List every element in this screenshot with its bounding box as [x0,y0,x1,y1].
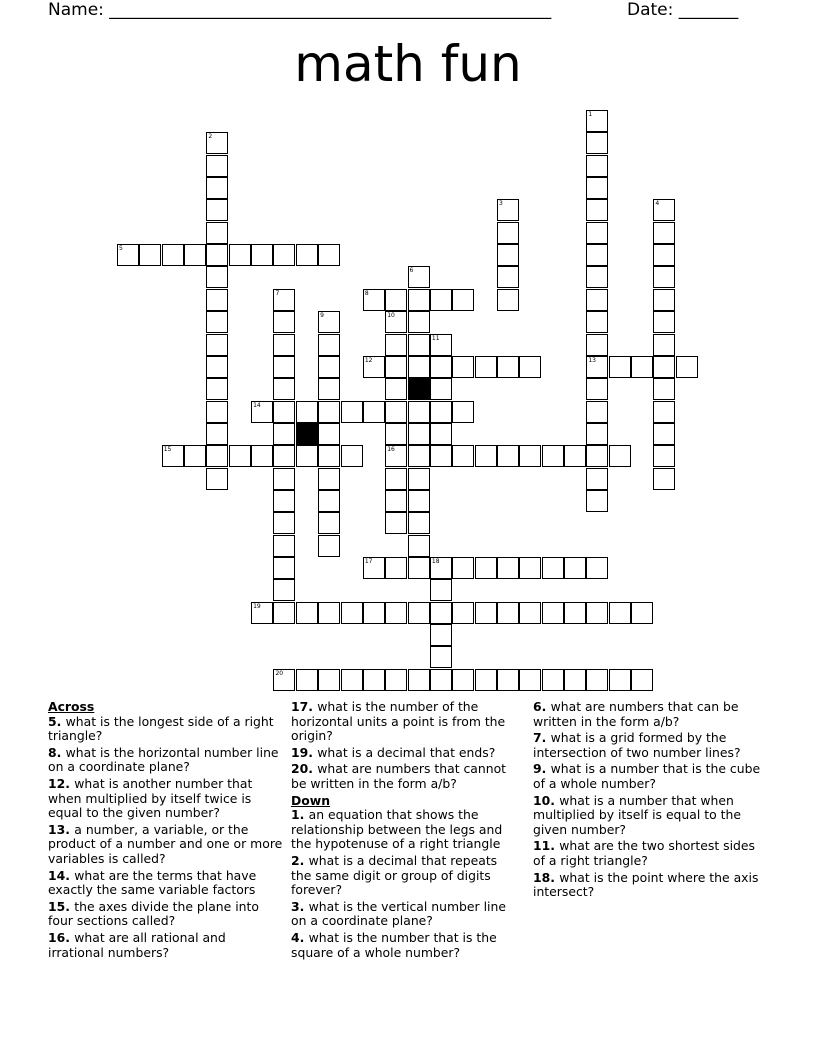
grid-cell[interactable] [586,334,608,356]
clue-text: what is the horizontal number line on a coordinate plane? [48,744,279,775]
grid-cell[interactable] [273,557,295,579]
grid-cell[interactable] [318,356,340,378]
clue-number: 2 [291,852,300,868]
grid-cell[interactable] [653,311,675,333]
grid-clue-number: 15 [163,446,172,454]
grid-cell[interactable] [385,423,407,445]
grid-cell[interactable] [430,356,452,378]
clue-number: 13 [48,821,66,837]
clue-down: 10. what is a number that when multiplied by itself is equal to the given number? [533,792,741,837]
grid-clue-number: 2 [208,133,213,141]
grid-cell[interactable] [273,535,295,557]
grid-cell[interactable] [586,490,608,512]
clue-number: 1 [291,807,300,823]
clue-across: 14. what are the terms that have exactly the same variable factors [48,867,257,898]
grid-cell[interactable] [385,445,407,467]
clue-text: what is another number that when multiplied by itself twice is equal to the given number? [48,775,253,821]
grid-cell[interactable] [475,669,497,691]
grid-cell[interactable] [363,557,385,579]
grid-cell[interactable] [586,199,608,221]
grid-clue-number: 17 [364,558,373,565]
grid-clue-number: 8 [364,289,369,297]
grid-cell[interactable] [653,378,675,400]
grid-cell[interactable] [318,468,340,490]
grid-cell[interactable] [296,401,318,423]
grid-black-cell [296,423,318,445]
grid-cell[interactable] [430,602,452,624]
grid-cell[interactable] [251,602,273,624]
grid-cell[interactable] [586,132,608,154]
clue-number: 12 [48,775,66,791]
grid-cell[interactable] [609,356,631,378]
grid-cell[interactable] [273,669,295,691]
grid-cell[interactable] [206,423,228,445]
grid-cell[interactable] [385,512,407,534]
grid-cell[interactable] [519,445,541,467]
clue-down: 7. what is a grid formed by the intersection of two number lines? [533,730,741,760]
grid-cell[interactable] [206,468,228,490]
grid-cell[interactable] [318,535,340,557]
grid-cell[interactable] [609,602,631,624]
grid-cell[interactable] [229,445,251,467]
grid-cell[interactable] [273,356,295,378]
grid-cell[interactable] [408,490,430,512]
grid-cell[interactable] [363,602,385,624]
clue-number: 11 [533,838,551,854]
grid-cell[interactable] [385,557,407,579]
grid-cell[interactable] [251,445,273,467]
grid-cell[interactable] [318,311,340,333]
clue-down: 6. what are numbers that can be written in the form a/b? [533,699,739,729]
grid-clue-number: 19 [253,602,261,610]
clue-number: 17 [291,699,309,714]
clue-across: 8. what is the horizontal number line on a coordinate plane? [48,744,279,775]
grid-cell[interactable] [586,266,608,288]
grid-cell[interactable] [609,669,631,691]
grid-clue-number: 18 [431,558,440,565]
grid-cell[interactable] [475,445,497,467]
grid-cell[interactable] [318,423,340,445]
grid-cell[interactable] [341,445,363,467]
across-heading: Across [48,699,95,714]
grid-cell[interactable] [586,602,608,624]
grid-cell[interactable] [408,468,430,490]
grid-clue-number: 3 [498,200,503,208]
clue-text: what are all rational and irrational numbers? [48,929,226,960]
grid-cell[interactable] [497,266,519,288]
grid-clue-number: 14 [253,401,261,409]
grid-cell[interactable] [206,311,228,333]
clue-number: 9 [533,761,542,777]
grid-cell[interactable] [273,490,295,512]
clue-text: an equation that shows the relationship between the legs and the hypotenuse of a right triangle [291,807,503,852]
grid-cell[interactable] [206,244,228,266]
grid-cell[interactable] [273,378,295,400]
clue-text: what is a number that is the cube of a whole number? [533,761,761,791]
grid-cell[interactable] [430,557,452,579]
clue-number: 19 [291,744,309,760]
clue-text: a number, a variable, or the product of a number and one or more variables is called? [48,821,283,866]
grid-cell[interactable] [318,490,340,512]
grid-cell[interactable] [318,401,340,423]
grid-cell[interactable] [497,602,519,624]
grid-cell[interactable] [385,669,407,691]
grid-cell[interactable] [408,289,430,311]
grid-cell[interactable] [408,445,430,467]
grid-cell[interactable] [653,334,675,356]
grid-cell[interactable] [430,624,452,646]
grid-cell[interactable] [653,222,675,244]
grid-clue-number: 13 [588,356,596,364]
grid-cell[interactable] [117,244,139,266]
grid-cell[interactable] [273,512,295,534]
grid-cell[interactable] [206,401,228,423]
clues-column-1 [48,700,284,962]
clue-across: 5. what is the longest side of a right triangle? [48,713,274,744]
grid-cell[interactable] [653,266,675,288]
grid-cell[interactable] [385,401,407,423]
grid-cell[interactable] [206,289,228,311]
clue-across: 17. what is the number of the horizontal units a point is from the origin? [291,699,506,744]
grid-cell[interactable] [430,423,452,445]
grid-cell[interactable] [497,445,519,467]
grid-cell[interactable] [497,557,519,579]
clue-across: 12. what is another number that when multiplied by itself twice is equal to the given number? [48,775,253,821]
grid-cell[interactable] [586,177,608,199]
grid-cell[interactable] [385,468,407,490]
grid-cell[interactable] [452,557,474,579]
clue-across: 16. what are all rational and irrational numbers? [48,929,226,960]
grid-cell[interactable] [408,266,430,288]
grid-clue-number: 11 [431,334,440,342]
grid-cell[interactable] [586,669,608,691]
grid-cell[interactable] [676,356,698,378]
grid-clue-number: 10 [387,312,395,320]
clue-number: 16 [48,929,66,945]
date-field-label: Date: _______ [627,0,739,20]
grid-cell[interactable] [408,334,430,356]
grid-cell[interactable] [341,669,363,691]
clue-number: 7 [533,730,542,746]
grid-cell[interactable] [206,445,228,467]
clue-down: 2. what is a decimal that repeats the same digit or group of digits forever? [291,852,498,898]
clues-column-2 [291,700,521,962]
grid-cell[interactable] [653,356,675,378]
grid-cell[interactable] [653,423,675,445]
grid-cell[interactable] [542,602,564,624]
grid-cell[interactable] [385,311,407,333]
grid-cell[interactable] [273,401,295,423]
grid-cell[interactable] [564,557,586,579]
grid-cell[interactable] [273,445,295,467]
grid-cell[interactable] [497,244,519,266]
grid-clue-number: 4 [655,200,660,208]
grid-cell[interactable] [273,334,295,356]
grid-cell[interactable] [519,602,541,624]
grid-cell[interactable] [318,334,340,356]
grid-cell[interactable] [162,445,184,467]
grid-cell[interactable] [206,177,228,199]
grid-cell[interactable] [273,468,295,490]
grid-cell[interactable] [653,244,675,266]
grid-cell[interactable] [296,445,318,467]
grid-clue-number: 20 [275,669,284,677]
clue-across: 13. a number, a variable, or the product of a number and one or more variables is called? [48,821,283,866]
grid-cell[interactable] [586,468,608,490]
grid-cell[interactable] [273,423,295,445]
grid-cell[interactable] [452,445,474,467]
grid-cell[interactable] [273,311,295,333]
grid-cell[interactable] [564,445,586,467]
clue-down: 9. what is a number that is the cube of a whole number? [533,761,761,791]
grid-cell[interactable] [586,289,608,311]
grid-cell[interactable] [206,155,228,177]
grid-cell[interactable] [251,244,273,266]
grid-cell[interactable] [497,669,519,691]
grid-cell[interactable] [430,334,452,356]
grid-cell[interactable] [631,356,653,378]
name-field-label: Name: ____________________________________________________ [48,0,552,20]
clues-column-3 [533,700,769,902]
grid-cell[interactable] [273,602,295,624]
grid-cell[interactable] [318,244,340,266]
grid-cell[interactable] [586,356,608,378]
grid-cell[interactable] [273,579,295,601]
grid-cell[interactable] [430,646,452,668]
grid-cell[interactable] [318,602,340,624]
grid-cell[interactable] [586,401,608,423]
grid-cell[interactable] [206,266,228,288]
clue-text: what is the vertical number line on a coordinate plane? [291,898,506,929]
grid-cell[interactable] [385,490,407,512]
clue-text: what is a number that when multiplied by itself is equal to the given number? [533,792,741,837]
clue-down: 18. what is the point where the axis intersect? [533,869,759,900]
grid-cell[interactable] [542,445,564,467]
grid-cell[interactable] [273,244,295,266]
grid-cell[interactable] [206,199,228,221]
grid-cell[interactable] [408,557,430,579]
grid-cell[interactable] [296,669,318,691]
grid-cell[interactable] [475,356,497,378]
grid-cell[interactable] [430,445,452,467]
clue-number: 18 [533,869,551,885]
grid-cell[interactable] [430,669,452,691]
grid-cell[interactable] [408,669,430,691]
grid-cell[interactable] [251,401,273,423]
grid-clue-number: 7 [275,289,280,297]
grid-cell[interactable] [497,222,519,244]
clue-text: what is a decimal that repeats the same digit or group of digits forever? [291,852,498,898]
grid-cell[interactable] [586,110,608,132]
clue-across: 20. what are numbers that cannot be written in the form a/b? [291,761,507,791]
grid-cell[interactable] [519,669,541,691]
grid-cell[interactable] [385,378,407,400]
clue-number: 6 [533,699,542,714]
grid-cell[interactable] [206,334,228,356]
grid-cell[interactable] [139,244,161,266]
clue-number: 20 [291,761,309,777]
clue-number: 3 [291,898,300,914]
grid-cell[interactable] [609,445,631,467]
grid-cell[interactable] [408,512,430,534]
grid-cell[interactable] [408,535,430,557]
grid-cell[interactable] [296,602,318,624]
grid-cell[interactable] [385,602,407,624]
grid-cell[interactable] [162,244,184,266]
grid-cell[interactable] [318,512,340,534]
grid-cell[interactable] [519,356,541,378]
grid-cell[interactable] [497,199,519,221]
grid-cell[interactable] [452,356,474,378]
grid-cell[interactable] [564,602,586,624]
grid-cell[interactable] [631,669,653,691]
grid-clue-number: 16 [387,446,395,454]
grid-cell[interactable] [586,155,608,177]
grid-cell[interactable] [229,244,251,266]
grid-cell[interactable] [385,289,407,311]
clue-text: what is the number that is the square of a whole number? [291,929,497,960]
grid-cell[interactable] [586,222,608,244]
clue-text: the axes divide the plane into four sections called? [48,898,259,929]
clue-down: 1. an equation that shows the relationship between the legs and the hypotenuse of a right triangle [291,807,503,852]
grid-clue-number: 9 [320,312,324,320]
grid-cell[interactable] [363,289,385,311]
clue-text: what is a decimal that ends? [317,744,496,760]
grid-cell[interactable] [184,445,206,467]
grid-cell[interactable] [586,423,608,445]
grid-cell[interactable] [318,378,340,400]
grid-cell[interactable] [273,289,295,311]
grid-cell[interactable] [586,557,608,579]
grid-clue-number: 6 [409,267,414,275]
grid-cell[interactable] [653,445,675,467]
grid-cell[interactable] [206,132,228,154]
grid-cell[interactable] [564,669,586,691]
grid-cell[interactable] [341,602,363,624]
grid-cell[interactable] [452,669,474,691]
clue-number: 15 [48,898,66,914]
grid-cell[interactable] [519,557,541,579]
grid-cell[interactable] [408,423,430,445]
grid-cell[interactable] [653,401,675,423]
clue-number: 10 [533,792,551,808]
clue-text: what are numbers that can be written in the form a/b? [533,699,739,729]
grid-cell[interactable] [475,602,497,624]
grid-cell[interactable] [408,401,430,423]
grid-cell[interactable] [408,311,430,333]
grid-cell[interactable] [318,669,340,691]
grid-cell[interactable] [318,445,340,467]
grid-cell[interactable] [497,289,519,311]
clue-text: what is the longest side of a right triangle? [48,713,274,744]
page-title: math fun [294,35,522,93]
grid-cell[interactable] [475,557,497,579]
grid-cell[interactable] [296,244,318,266]
grid-clue-number: 5 [119,245,123,253]
grid-cell[interactable] [408,356,430,378]
grid-cell[interactable] [452,289,474,311]
grid-cell[interactable] [586,445,608,467]
grid-cell[interactable] [206,356,228,378]
grid-cell[interactable] [586,311,608,333]
grid-cell[interactable] [542,669,564,691]
grid-cell[interactable] [497,356,519,378]
grid-cell[interactable] [430,289,452,311]
clue-down: 11. what are the two shortest sides of a right triangle? [533,838,755,868]
clue-number: 5 [48,713,57,729]
grid-cell[interactable] [653,289,675,311]
clue-number: 8 [48,744,57,760]
clue-text: what are the terms that have exactly the same variable factors [48,867,257,898]
grid-cell[interactable] [452,401,474,423]
grid-cell[interactable] [385,334,407,356]
grid-cell[interactable] [631,602,653,624]
grid-cell[interactable] [542,557,564,579]
down-heading: Down [291,792,331,808]
grid-cell[interactable] [341,401,363,423]
grid-cell[interactable] [206,222,228,244]
clue-down: 3. what is the vertical number line on a coordinate plane? [291,898,506,929]
grid-black-cell [408,378,430,400]
grid-cell[interactable] [184,244,206,266]
clue-across: 19. what is a decimal that ends? [291,744,496,760]
clue-down: 4. what is the number that is the square of a whole number? [291,929,497,960]
grid-cell[interactable] [586,244,608,266]
clue-text: what is the number of the horizontal units a point is from the origin? [291,699,506,744]
grid-cell[interactable] [206,378,228,400]
grid-cell[interactable] [653,468,675,490]
grid-clue-number: 12 [364,356,373,364]
grid-cell[interactable] [586,378,608,400]
clue-text: what is the point where the axis intersect? [533,869,759,900]
grid-cell[interactable] [430,579,452,601]
grid-clue-number: 1 [588,111,593,118]
grid-cell[interactable] [408,602,430,624]
grid-cell[interactable] [363,669,385,691]
clue-text: what is a grid formed by the intersection of two number lines? [533,730,741,760]
grid-cell[interactable] [430,378,452,400]
grid-cell[interactable] [653,199,675,221]
grid-cell[interactable] [363,356,385,378]
clue-text: what are the two shortest sides of a right triangle? [533,838,755,868]
clue-number: 4 [291,929,300,945]
clue-number: 14 [48,867,66,883]
grid-cell[interactable] [363,401,385,423]
grid-cell[interactable] [430,401,452,423]
clue-text: what are numbers that cannot be written in the form a/b? [291,761,507,791]
clue-across: 15. the axes divide the plane into four sections called? [48,898,259,929]
grid-cell[interactable] [385,356,407,378]
grid-cell[interactable] [452,602,474,624]
